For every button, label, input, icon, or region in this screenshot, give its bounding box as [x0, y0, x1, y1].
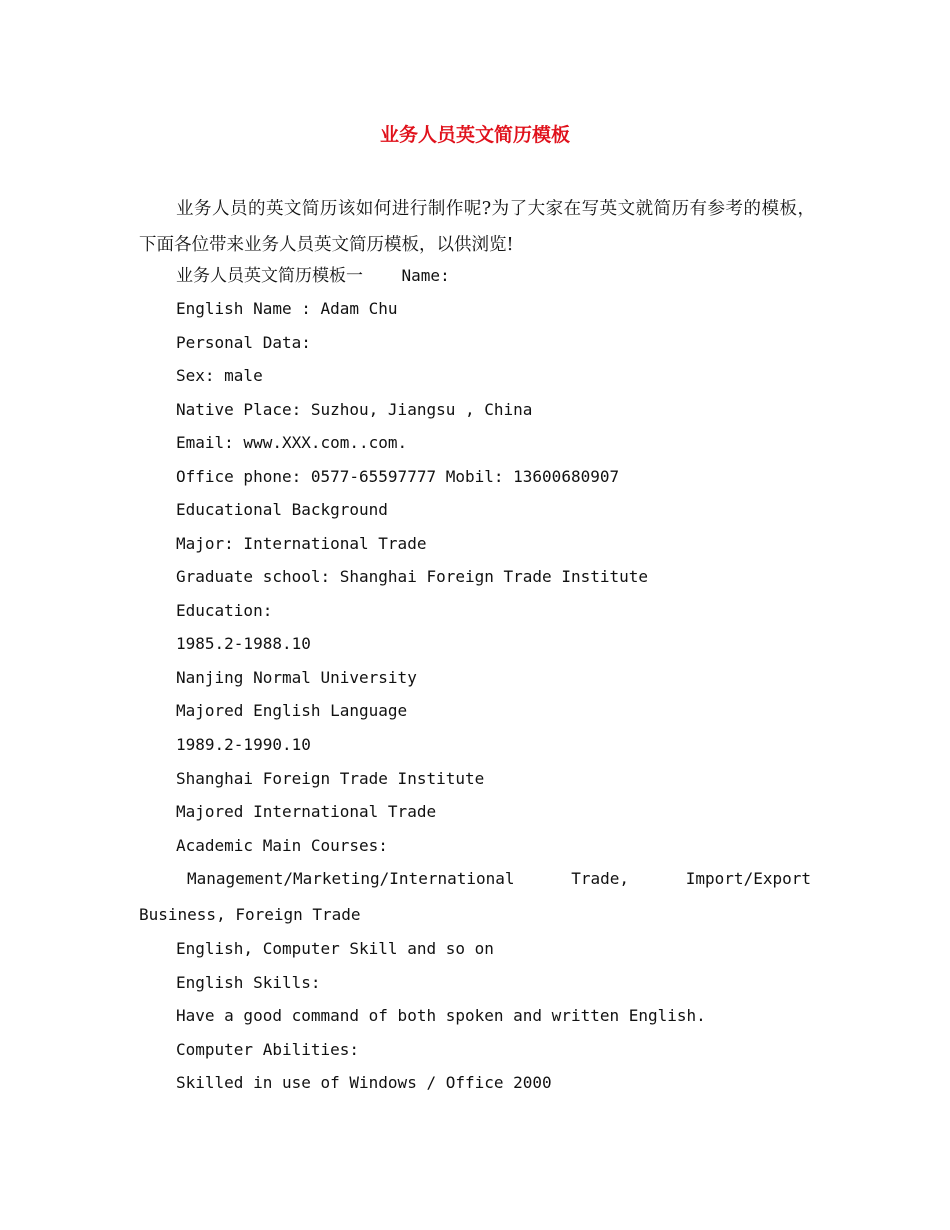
english-skills-heading: English Skills: [176, 973, 321, 992]
major-line: Major: International Trade [176, 534, 427, 553]
academic-courses-heading: Academic Main Courses: [176, 836, 388, 855]
phone-line: Office phone: 0577-65597777 Mobil: 13600680907 [176, 467, 620, 486]
education-school-2: Shanghai Foreign Trade Institute [176, 769, 485, 788]
education-period-1: 1985.2-1988.10 [176, 634, 311, 653]
section-heading-line [176, 265, 450, 287]
section-heading: 业务人员英文简历模板一 [176, 266, 363, 286]
native-place-line: Native Place: Suzhou, Jiangsu , China [176, 400, 533, 419]
education-period-2: 1989.2-1990.10 [176, 735, 311, 754]
education-heading: Education: [176, 601, 273, 620]
intro-paragraph: 业务人员的英文简历该如何进行制作呢?为了大家在写英文就简历有参考的模板，下面各位带来业务人员英文简历模板，以供浏览! [139, 199, 815, 255]
education-major-1: Majored English Language [176, 701, 408, 720]
computer-abilities-text: Skilled in use of Windows / Office 2000 [176, 1073, 552, 1092]
english-name-line: English Name : Adam Chu [176, 299, 398, 318]
computer-abilities-heading: Computer Abilities: [176, 1040, 360, 1059]
document-title: 业务人员英文简历模板 [379, 124, 570, 146]
education-major-2: Majored International Trade [176, 802, 437, 821]
educational-background-heading: Educational Background [176, 500, 388, 519]
personal-data-heading: Personal Data: [176, 333, 311, 352]
courses-list: Management/Marketing/International Trade, Import/Export Business, Foreign Trade [139, 869, 811, 924]
english-skills-text: Have a good command of both spoken and written English. [176, 1006, 706, 1025]
courses-extra-line: English, Computer Skill and so on [176, 939, 494, 958]
name-label: Name: [401, 266, 450, 285]
sex-line: Sex: male [176, 366, 263, 385]
email-line: Email: www.XXX.com..com. [176, 433, 408, 452]
education-school-1: Nanjing Normal University [176, 668, 417, 687]
graduate-school-line: Graduate school: Shanghai Foreign Trade Institute [176, 567, 649, 586]
